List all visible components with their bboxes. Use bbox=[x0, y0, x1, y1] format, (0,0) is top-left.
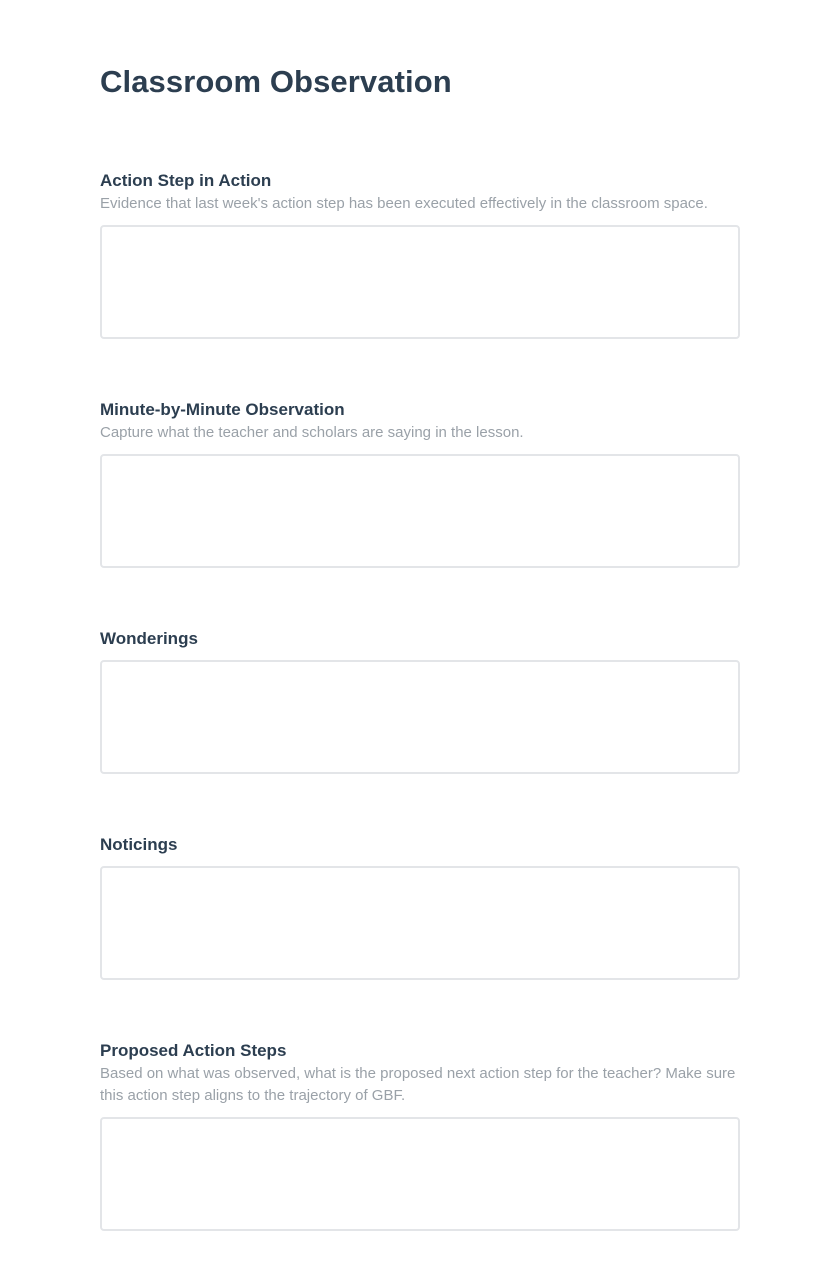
field-help-minute-by-minute-observation: Capture what the teacher and scholars are saying in the lesson. bbox=[100, 424, 524, 441]
noticings-textarea[interactable] bbox=[100, 866, 740, 980]
minute-by-minute-observation-textarea[interactable] bbox=[100, 454, 740, 568]
field-wonderings bbox=[100, 628, 740, 774]
wonderings-textarea[interactable] bbox=[100, 660, 740, 774]
field-help-action-step-in-action: Evidence that last week's action step has been executed effectively in the classroom space. bbox=[100, 195, 708, 212]
action-step-in-action-textarea[interactable] bbox=[100, 225, 740, 339]
field-noticings bbox=[100, 834, 740, 980]
field-label-proposed-action-steps: Proposed Action Steps bbox=[100, 1041, 287, 1060]
field-help-proposed-action-steps: Based on what was observed, what is the proposed next action step for the teacher? Make sure this action step aligns to the trajectory of GBF. bbox=[100, 1065, 736, 1104]
observation-form bbox=[100, 170, 740, 1231]
proposed-action-steps-textarea[interactable] bbox=[100, 1117, 740, 1231]
field-label-wonderings: Wonderings bbox=[100, 629, 198, 648]
page-title: Classroom Observation bbox=[100, 64, 452, 99]
field-label-action-step-in-action: Action Step in Action bbox=[100, 171, 272, 190]
field-label-noticings: Noticings bbox=[100, 835, 178, 854]
field-action-step-in-action bbox=[100, 170, 740, 339]
field-minute-by-minute-observation bbox=[100, 399, 740, 568]
field-proposed-action-steps bbox=[100, 1040, 740, 1231]
field-label-minute-by-minute-observation: Minute-by-Minute Observation bbox=[100, 400, 345, 419]
